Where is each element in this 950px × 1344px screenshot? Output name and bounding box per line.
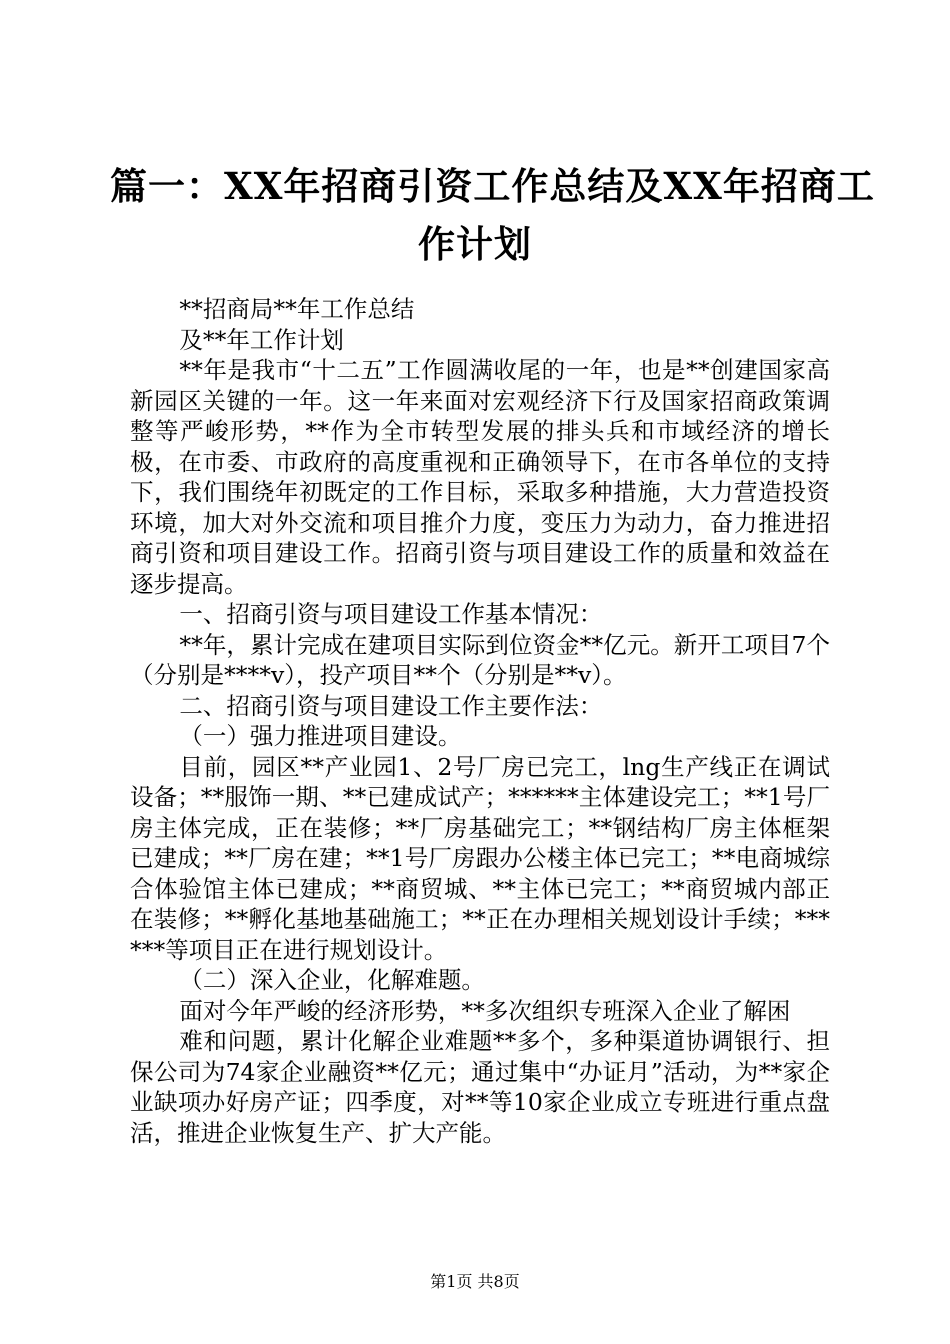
section-heading-1: 一、招商引资与项目建设工作基本情况： [179, 600, 603, 628]
paragraph-subtitle-2: 及**年工作计划 [179, 325, 344, 354]
paragraph-project-progress: 目前，园区**产业园1、2号厂房已完工，lng生产线正在调试设备；**服饰一期、**已建成试产；******主体建设完工；**1号厂房主体完成，正在装修；**厂房基础完工；**钢结构厂房主体框架已建成；**厂房在建；**1号厂房跟办公楼主体已完工；**电商城综合体验馆主体已建成；**商贸城、**主体已完工；**商贸城内部正在装修；**孵化基地基础施工；**正在办理相关规划设计手续；******等项目正在进行规划设计。 [130, 752, 830, 964]
document-body [130, 294, 830, 1148]
paragraph-subtitle-1: **招商局**年工作总结 [179, 295, 415, 323]
paragraph-enterprise-intro: 面对今年严峻的经济形势，**多次组织专班深入企业了解困 [179, 996, 791, 1025]
paragraph-basic-situation: **年，累计完成在建项目实际到位资金**亿元。新开工项目7个（分别是****v），投产项目**个（分别是**v）。 [130, 630, 830, 689]
subsection-heading-1: （一）强力推进项目建设。 [179, 722, 462, 750]
document-title-line-1: 篇一：XX年招商引资工作总结及XX年招商工 [110, 164, 875, 208]
paragraph-enterprise-detail: 难和问题，累计化解企业难题**多个，多种渠道协调银行、担保公司为74家企业融资**亿元；通过集中“办证月”活动，为**家企业缺项办好房产证；四季度，对**等10家企业成立专班进行重点盘活，推进企业恢复生产、扩大产能。 [130, 1027, 830, 1147]
subsection-heading-2: （二）深入企业，化解难题。 [179, 966, 485, 994]
paragraph-intro: **年是我市“十二五”工作圆满收尾的一年，也是**创建国家高新园区关键的一年。这一年来面对宏观经济下行及国家招商政策调整等严峻形势，**作为全市转型发展的排头兵和市域经济的增长极，在市委、市政府的高度重视和正确领导下，在市各单位的支持下，我们围绕年初既定的工作目标，采取多种措施，大力营造投资环境，加大对外交流和项目推介力度，变压力为动力，奋力推进招商引资和项目建设工作。招商引资与项目建设工作的质量和效益在逐步提高。 [130, 356, 830, 598]
section-heading-2: 二、招商引资与项目建设工作主要作法： [179, 691, 603, 720]
document-title-line-2: 作计划 [418, 222, 532, 266]
page-footer: 第1页 共8页 [430, 1272, 520, 1291]
